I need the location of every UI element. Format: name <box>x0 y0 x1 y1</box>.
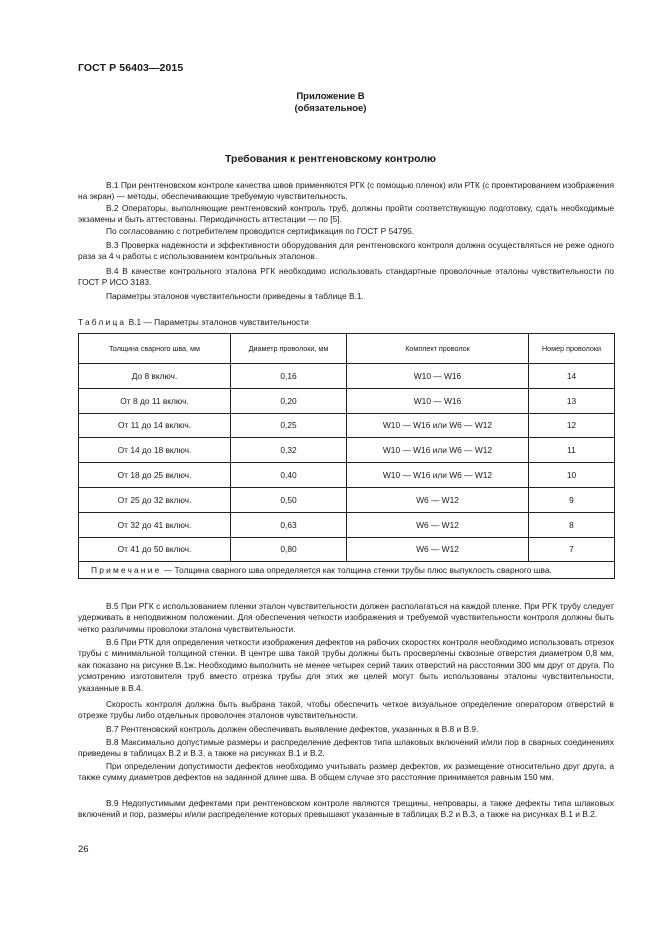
table-row <box>79 537 615 562</box>
table-note-row <box>79 562 615 579</box>
cell-thickness: От 11 до 14 включ. <box>79 413 231 438</box>
cell-wire-set: W10 — W16 <box>347 388 529 413</box>
cell-diameter: 0,20 <box>231 388 347 413</box>
paragraph-defect-assessment: При определении допустимости дефектов необходимо учитывать размер дефектов, их размещение относительно друг друга, а также сумму диаметров дефектов на заданной длине шва. В общем случае это расстояние принимается равным 150 мм. <box>78 761 614 783</box>
cell-wire-number: 12 <box>529 413 615 438</box>
appendix-title: Приложение В <box>296 91 365 102</box>
paragraph-certification: По согласованию с потребителем проводится сертификация по ГОСТ Р 54795. <box>106 226 415 236</box>
table-row <box>79 388 615 413</box>
cell-wire-number: 8 <box>529 512 615 537</box>
paragraph-table-ref: Параметры эталонов чувствительности приведены в таблице В.1. <box>106 291 364 301</box>
header-weld-thickness: Толщина сварного шва, мм <box>79 334 231 364</box>
table-caption <box>78 317 309 327</box>
cell-wire-number: 9 <box>529 487 615 512</box>
header-wire-set: Комплект проволок <box>347 334 529 364</box>
paragraph-b9: В.9 Недопустимыми дефектами при рентгеновском контроле являются трещины, непровары, а также дефекты типа шлаковых включений и пор, размеры и/или распределение которых превышают указанные в таблицах В.2 и В.3, а также на рисунках В.1 и В.2. <box>78 798 614 820</box>
cell-diameter: 0,50 <box>231 487 347 512</box>
cell-diameter: 0,63 <box>231 512 347 537</box>
table-caption-text: В.1 — Параметры эталонов чувствительности <box>126 317 309 327</box>
cell-wire-set: W6 — W12 <box>347 487 529 512</box>
cell-diameter: 0,40 <box>231 463 347 488</box>
paragraph-b8: В.8 Максимально допустимые размеры и распределение дефектов типа шлаковых включений и/или пор в сварных соединениях приведены в таблицах В.2 и В.3, а также на рисунках В.1 и В.2. <box>78 737 614 759</box>
cell-wire-number: 10 <box>529 463 615 488</box>
cell-thickness: От 14 до 18 включ. <box>79 438 231 463</box>
table-note <box>79 562 615 579</box>
cell-wire-number: 14 <box>529 364 615 389</box>
document-header: ГОСТ Р 56403—2015 <box>78 62 184 74</box>
note-label: Примечание <box>91 565 162 576</box>
cell-thickness: От 41 до 50 включ. <box>79 537 231 562</box>
cell-thickness: От 25 до 32 включ. <box>79 487 231 512</box>
cell-thickness: До 8 включ. <box>79 364 231 389</box>
table-row <box>79 364 615 389</box>
paragraph-b3: В.3 Проверка надежности и эффективности оборудования для рентгеновского контроля должна осуществляться не реже одного раза за 4 ч работы с использованием контрольных эталонов. <box>78 240 614 262</box>
section-title: Требования к рентгеновскому контролю <box>225 153 436 165</box>
table-row <box>79 512 615 537</box>
cell-wire-set: W10 — W16 или W6 — W12 <box>347 438 529 463</box>
table-row <box>79 487 615 512</box>
cell-wire-set: W6 — W12 <box>347 537 529 562</box>
sensitivity-standards-table <box>78 333 615 579</box>
paragraph-b2: В.2 Операторы, выполняющие рентгеновский контроль труб, должны пройти соответствующую подготовку, сдать необходимые экзамены и быть аттестованы. Периодичность аттестации — по [5]. <box>78 203 614 225</box>
table-caption-prefix: Таблица <box>78 317 127 327</box>
appendix-subtitle: (обязательное) <box>294 103 367 114</box>
note-text: — Толщина сварного шва определяется как толщина стенки трубы плюс выпуклость сварного шва. <box>161 565 552 576</box>
paragraph-b1: В.1 При рентгеновском контроле качества швов применяются РГК (с помощью пленок) или РТК (с проектированием изображения на экран) — методы, обеспечивающие требуемую чувствительность. <box>78 180 614 202</box>
cell-diameter: 0,25 <box>231 413 347 438</box>
paragraph-speed: Скорость контроля должна быть выбрана такой, чтобы обеспечить четкое визуальное определение оператором отверстий в отрезке трубы либо отдельных проволочек эталонов чувствительности. <box>78 699 614 721</box>
paragraph-b6: В.6 При РТК для определения четкости изображения дефектов на рабочих скоростях контроля необходимо использовать отрезок трубы с минимальной толщиной стенки. В центре шва такой трубы должны быть просверлены сквозные отверстия диаметром 0,8 мм, как показано на рисунке В.1ж. Необходимо выполнить не менее четырех серий таких отверстий на расстоянии 300 мм друг от друга. По усмотрению изготовителя труб вместо отрезка трубы для этих же целей могут быть использованы эталоны чувствительности, указанные в В.4. <box>78 637 614 693</box>
table-row <box>79 438 615 463</box>
cell-wire-set: W10 — W16 или W6 — W12 <box>347 413 529 438</box>
cell-wire-number: 11 <box>529 438 615 463</box>
cell-diameter: 0,80 <box>231 537 347 562</box>
header-wire-diameter: Диаметр проволоки, мм <box>231 334 347 364</box>
cell-wire-set: W10 — W16 или W6 — W12 <box>347 463 529 488</box>
paragraph-b4: В.4 В качестве контрольного эталона РГК необходимо использовать стандартные проволочные эталоны чувствительности по ГОСТ Р ИСО 3183. <box>78 266 614 288</box>
page-number: 26 <box>78 844 89 855</box>
table-header-row <box>79 334 615 364</box>
cell-thickness: От 8 до 11 включ. <box>79 388 231 413</box>
cell-wire-set: W6 — W12 <box>347 512 529 537</box>
cell-thickness: От 32 до 41 включ. <box>79 512 231 537</box>
table-row <box>79 413 615 438</box>
cell-diameter: 0,32 <box>231 438 347 463</box>
paragraph-b7: В.7 Рентгеновский контроль должен обеспечивать выявление дефектов, указанных в В.8 и В.9. <box>106 724 479 734</box>
cell-thickness: От 18 до 25 включ. <box>79 463 231 488</box>
header-wire-number: Номер проволоки <box>529 334 615 364</box>
cell-wire-set: W10 — W16 <box>347 364 529 389</box>
cell-wire-number: 13 <box>529 388 615 413</box>
cell-wire-number: 7 <box>529 537 615 562</box>
table-row <box>79 463 615 488</box>
paragraph-b5: В.5 При РГК с использованием пленки эталон чувствительности должен располагаться на каждой пленке. При РГК трубу следует удерживать в неподвижном положении. Для обеспечения четкости изображения и требуемой чувствительности контроля должны быть четко различимы проволоки эталона чувствительности. <box>78 601 614 634</box>
cell-diameter: 0,16 <box>231 364 347 389</box>
